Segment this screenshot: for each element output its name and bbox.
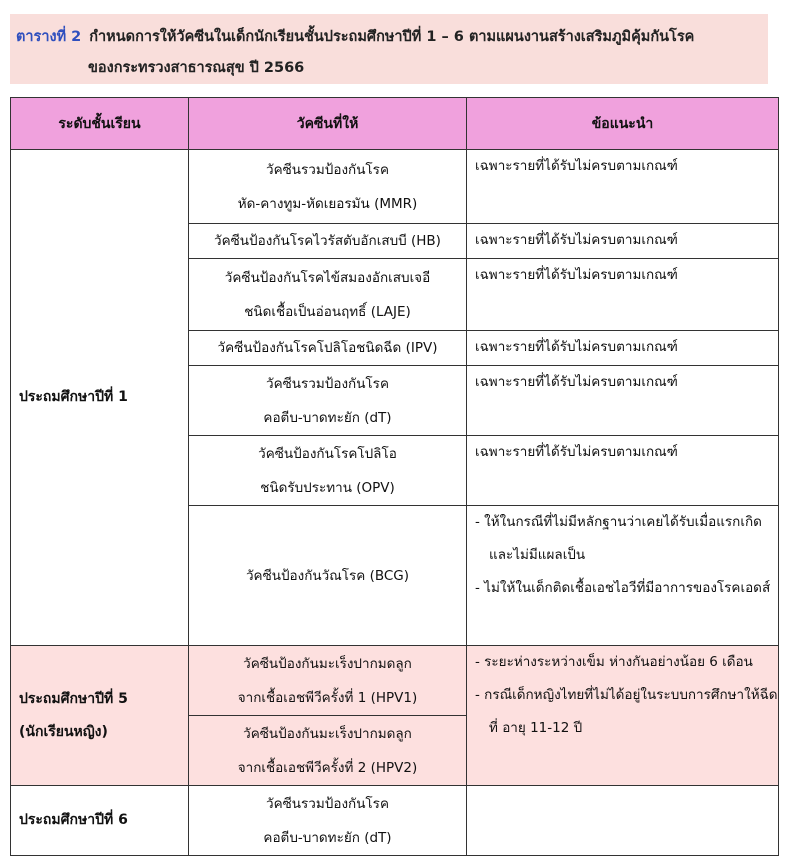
vaccine-cell	[189, 331, 467, 366]
vaccine-cell: วัคซีนป้องกันวัณโรค (BCG)	[189, 506, 467, 646]
vaccine-cell	[189, 150, 467, 224]
vaccine-line: หัด-คางทูม-หัดเยอรมัน (MMR)	[237, 195, 418, 212]
level-grade-6: ประถมศึกษาปีที่ 6	[11, 786, 189, 856]
advice-bullet: - ระยะห่างระหว่างเข็ม ห่างกันอย่างน้อย 6 เดือน	[475, 654, 753, 670]
header-advice: ข้อแนะนำ	[467, 98, 779, 150]
vaccine-cell	[189, 366, 467, 436]
table-row	[11, 150, 779, 224]
vaccine-cell	[189, 224, 467, 259]
caption-title: กำหนดการให้วัคซีนในเด็กนักเรียนชั้นประถมศึกษาปีที่ 1 – 6 ตามแผนงานสร้างเสริมภูมิคุ้มกันโรค	[89, 29, 695, 45]
advice-cell	[467, 506, 779, 646]
vaccine-line: วัคซีนป้องกันมะเร็งปากมดลูก	[243, 725, 412, 742]
vaccine-line: ชนิดเชื้อเป็นอ่อนฤทธิ์ (LAJE)	[244, 303, 411, 320]
advice-cell: เฉพาะรายที่ได้รับไม่ครบตามเกณฑ์	[467, 259, 779, 331]
vaccine-cell	[189, 786, 467, 856]
header-level: ระดับชั้นเรียน	[11, 98, 189, 150]
advice-cell	[467, 646, 779, 786]
table-caption	[10, 14, 768, 84]
advice-bullet: - ไม่ให้ในเด็กติดเชื้อเอชไอวีที่มีอาการของโรคเอดส์	[475, 580, 771, 596]
vaccine-schedule-table	[10, 97, 779, 856]
vaccine-line: วัคซีนรวมป้องกันโรค	[266, 795, 389, 812]
advice-cell: เฉพาะรายที่ได้รับไม่ครบตามเกณฑ์	[467, 150, 779, 224]
vaccine-line: วัคซีนรวมป้องกันโรค	[266, 161, 389, 178]
caption-label: ตารางที่ 2	[16, 29, 82, 45]
advice-cell: เฉพาะรายที่ได้รับไม่ครบตามเกณฑ์	[467, 436, 779, 506]
table-row	[11, 646, 779, 716]
vaccine-line: จากเชื้อเอชพีวีครั้งที่ 1 (HPV1)	[237, 689, 418, 706]
vaccine-line: คอตีบ-บาดทะยัก (dT)	[263, 829, 392, 846]
caption-line-2: ของกระทรวงสาธารณสุข ปี 2566	[88, 60, 305, 76]
advice-bullet: - ให้ในกรณีที่ไม่มีหลักฐานว่าเคยได้รับเมื่อแรกเกิดและไม่มีแผลเป็น	[475, 514, 762, 563]
advice-cell: เฉพาะรายที่ได้รับไม่ครบตามเกณฑ์	[467, 366, 779, 436]
header-row	[11, 98, 779, 150]
advice-cell	[467, 786, 779, 856]
vaccine-cell	[189, 436, 467, 506]
header-vaccine: วัคซีนที่ให้	[189, 98, 467, 150]
advice-cell: เฉพาะรายที่ได้รับไม่ครบตามเกณฑ์	[467, 331, 779, 366]
vaccine-line: ชนิดรับประทาน (OPV)	[260, 479, 395, 496]
vaccine-cell	[189, 259, 467, 331]
advice-bullet: - กรณีเด็กหญิงไทยที่ไม่ได้อยู่ในระบบการศึกษาให้ฉีดที่ อายุ 11-12 ปี	[475, 687, 778, 736]
vaccine-cell	[189, 716, 467, 786]
vaccine-cell	[189, 646, 467, 716]
vaccine-line: จากเชื้อเอชพีวีครั้งที่ 2 (HPV2)	[237, 759, 418, 776]
caption-line-1	[16, 25, 694, 48]
vaccine-line: วัคซีนป้องกันโรคโปลิโอ	[258, 445, 397, 462]
level-line: ประถมศึกษาปีที่ 5	[19, 690, 128, 707]
vaccine-line: วัคซีนป้องกันโรคไข้สมองอักเสบเจอี	[224, 269, 431, 286]
advice-cell: เฉพาะรายที่ได้รับไม่ครบตามเกณฑ์	[467, 224, 779, 259]
level-grade-5	[11, 646, 189, 786]
vaccine-line: วัคซีนป้องกันโรคไวรัสตับอักเสบบี (HB)	[214, 233, 441, 249]
vaccine-line: วัคซีนป้องกันมะเร็งปากมดลูก	[243, 655, 412, 672]
vaccine-line: คอตีบ-บาดทะยัก (dT)	[263, 409, 392, 426]
level-line: (นักเรียนหญิง)	[19, 723, 108, 740]
table-row	[11, 786, 779, 856]
vaccine-line: วัคซีนป้องกันโรคโปลิโอชนิดฉีด (IPV)	[217, 340, 438, 356]
vaccine-line: วัคซีนรวมป้องกันโรค	[266, 375, 389, 392]
level-grade-1: ประถมศึกษาปีที่ 1	[11, 150, 189, 646]
